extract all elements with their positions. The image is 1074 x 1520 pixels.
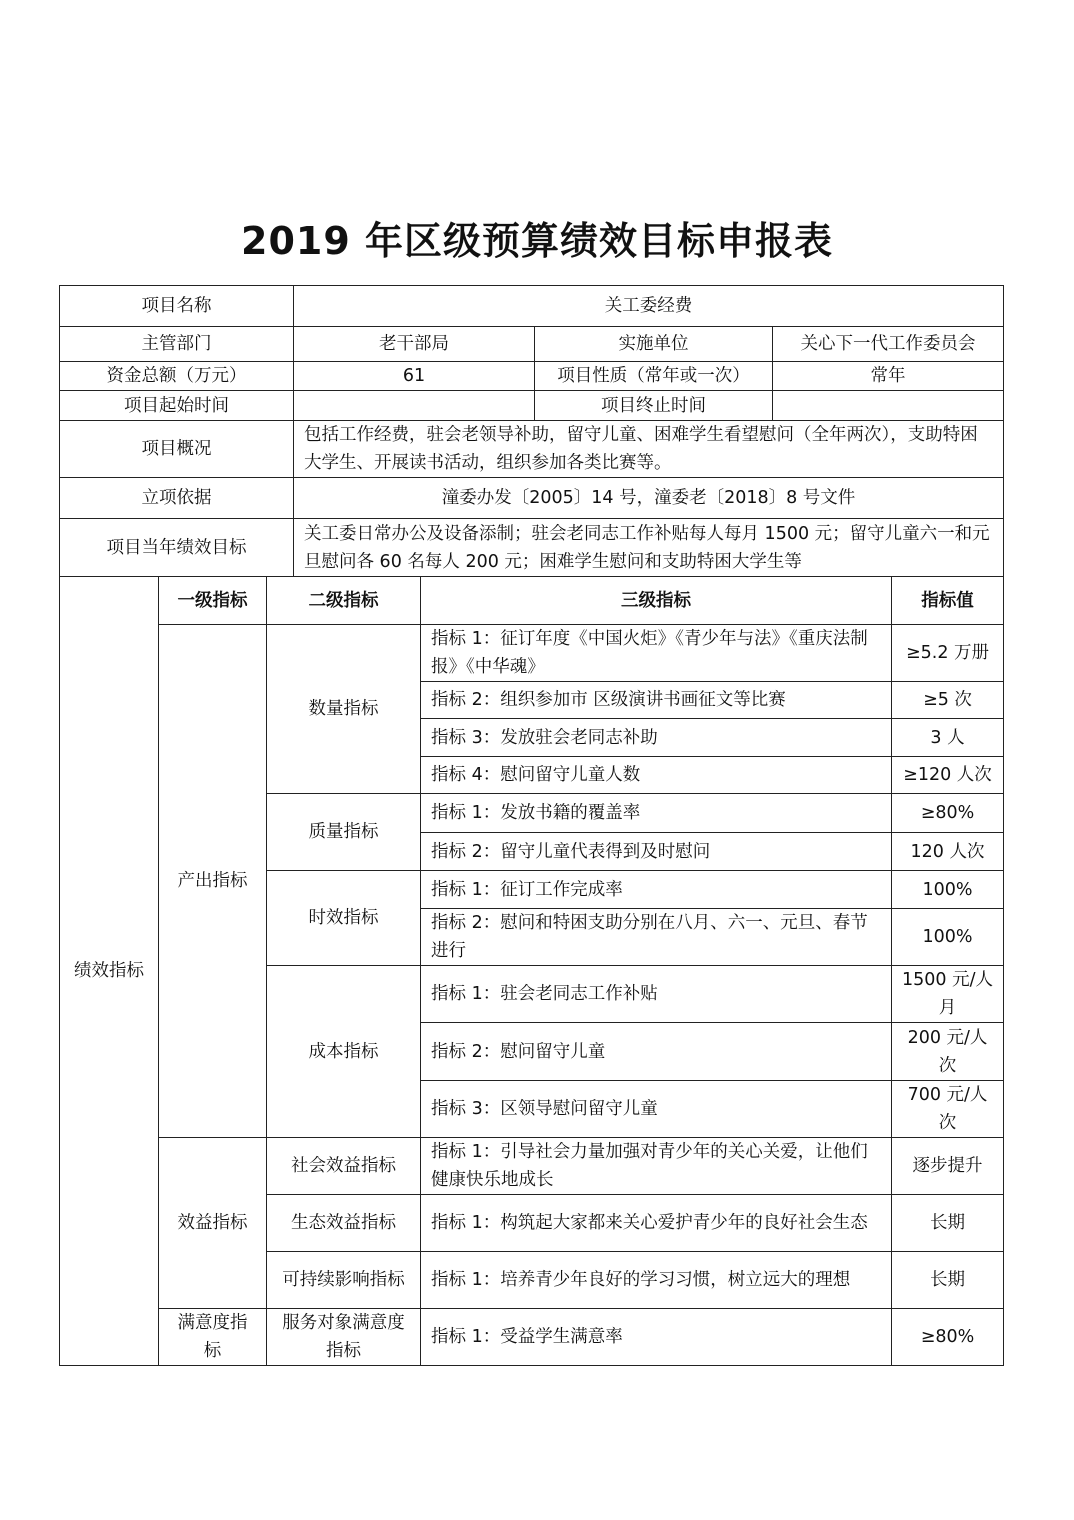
level3-indicator: 指标 4：慰问留守儿童人数	[421, 757, 892, 794]
performance-table	[59, 576, 1004, 1366]
indicator-value: 1500 元/人月	[892, 966, 1004, 1023]
level3-indicator: 指标 2：慰问留守儿童	[421, 1023, 892, 1081]
level3-indicator: 指标 1：征订工作完成率	[421, 871, 892, 909]
level1-indicator: 效益指标	[159, 1138, 267, 1309]
impl-label: 实施单位	[535, 327, 773, 362]
page-title: 2019 年区级预算绩效目标申报表	[241, 219, 833, 263]
table-row	[60, 625, 1004, 682]
indicator-value: 长期	[892, 1195, 1004, 1252]
table-row	[60, 1309, 1004, 1366]
level3-indicator: 指标 1：受益学生满意率	[421, 1309, 892, 1366]
start-label: 项目起始时间	[60, 391, 294, 421]
project-name-value: 关工委经费	[294, 286, 1004, 327]
level3-indicator: 指标 3：发放驻会老同志补助	[421, 719, 892, 757]
start-value	[294, 391, 535, 421]
level3-indicator: 指标 2：留守儿童代表得到及时慰问	[421, 833, 892, 871]
indicator-value: ≥5.2 万册	[892, 625, 1004, 682]
basis-label: 立项依据	[60, 478, 294, 519]
level2-indicator: 时效指标	[267, 871, 421, 966]
level3-indicator: 指标 1：征订年度《中国火炬》《青少年与法》《重庆法制报》《中华魂》	[421, 625, 892, 682]
indicator-value: 3 人	[892, 719, 1004, 757]
dept-label: 主管部门	[60, 327, 294, 362]
column-header: 三级指标	[421, 577, 892, 625]
column-header: 一级指标	[159, 577, 267, 625]
indicator-value: ≥120 人次	[892, 757, 1004, 794]
column-header: 指标值	[892, 577, 1004, 625]
overview-value: 包括工作经费，驻会老领导补助，留守儿童、困难学生看望慰问（全年两次），支助特困大学生、开展读书活动，组织参加各类比赛等。	[294, 421, 1004, 478]
level2-indicator: 数量指标	[267, 625, 421, 794]
nature-label: 项目性质（常年或一次）	[535, 362, 773, 391]
project-info-table	[59, 285, 1004, 577]
indicator-value: ≥80%	[892, 794, 1004, 833]
level2-indicator: 可持续影响指标	[267, 1252, 421, 1309]
indicator-value: ≥5 次	[892, 682, 1004, 719]
level3-indicator: 指标 1：引导社会力量加强对青少年的关心关爱，让他们健康快乐地成长	[421, 1138, 892, 1195]
end-label: 项目终止时间	[535, 391, 773, 421]
level2-indicator: 质量指标	[267, 794, 421, 871]
level2-indicator: 服务对象满意度指标	[267, 1309, 421, 1366]
table-row	[60, 1138, 1004, 1195]
indicator-value: 700 元/人次	[892, 1081, 1004, 1138]
level3-indicator: 指标 3：区领导慰问留守儿童	[421, 1081, 892, 1138]
impl-value: 关心下一代工作委员会	[773, 327, 1004, 362]
level1-indicator: 满意度指标	[159, 1309, 267, 1366]
column-header: 二级指标	[267, 577, 421, 625]
indicator-value: 200 元/人次	[892, 1023, 1004, 1081]
end-value	[773, 391, 1004, 421]
project-name-label: 项目名称	[60, 286, 294, 327]
indicator-value: 长期	[892, 1252, 1004, 1309]
level1-indicator: 产出指标	[159, 625, 267, 1138]
indicator-value: ≥80%	[892, 1309, 1004, 1366]
level2-indicator: 社会效益指标	[267, 1138, 421, 1195]
fund-label: 资金总额（万元）	[60, 362, 294, 391]
level3-indicator: 指标 1：驻会老同志工作补贴	[421, 966, 892, 1023]
level3-indicator: 指标 1：构筑起大家都来关心爱护青少年的良好社会生态	[421, 1195, 892, 1252]
dept-value: 老干部局	[294, 327, 535, 362]
goal-value: 关工委日常办公及设备添制；驻会老同志工作补贴每人每月 1500 元；留守儿童六一和元旦慰问各 60 名每人 200 元；困难学生慰问和支助特困大学生等	[294, 519, 1004, 577]
overview-label: 项目概况	[60, 421, 294, 478]
indicator-value: 逐步提升	[892, 1138, 1004, 1195]
indicator-value: 120 人次	[892, 833, 1004, 871]
level3-indicator: 指标 2：组织参加市 区级演讲书画征文等比赛	[421, 682, 892, 719]
indicator-value: 100%	[892, 909, 1004, 966]
indicator-value: 100%	[892, 871, 1004, 909]
level3-indicator: 指标 2：慰问和特困支助分别在八月、六一、元旦、春节进行	[421, 909, 892, 966]
level2-indicator: 生态效益指标	[267, 1195, 421, 1252]
level3-indicator: 指标 1：培养青少年良好的学习习惯，树立远大的理想	[421, 1252, 892, 1309]
goal-label: 项目当年绩效目标	[60, 519, 294, 577]
nature-value: 常年	[773, 362, 1004, 391]
perf-label: 绩效指标	[60, 577, 159, 1366]
level2-indicator: 成本指标	[267, 966, 421, 1138]
basis-value: 潼委办发〔2005〕14 号，潼委老〔2018〕8 号文件	[294, 478, 1004, 519]
fund-value: 61	[294, 362, 535, 391]
level3-indicator: 指标 1：发放书籍的覆盖率	[421, 794, 892, 833]
